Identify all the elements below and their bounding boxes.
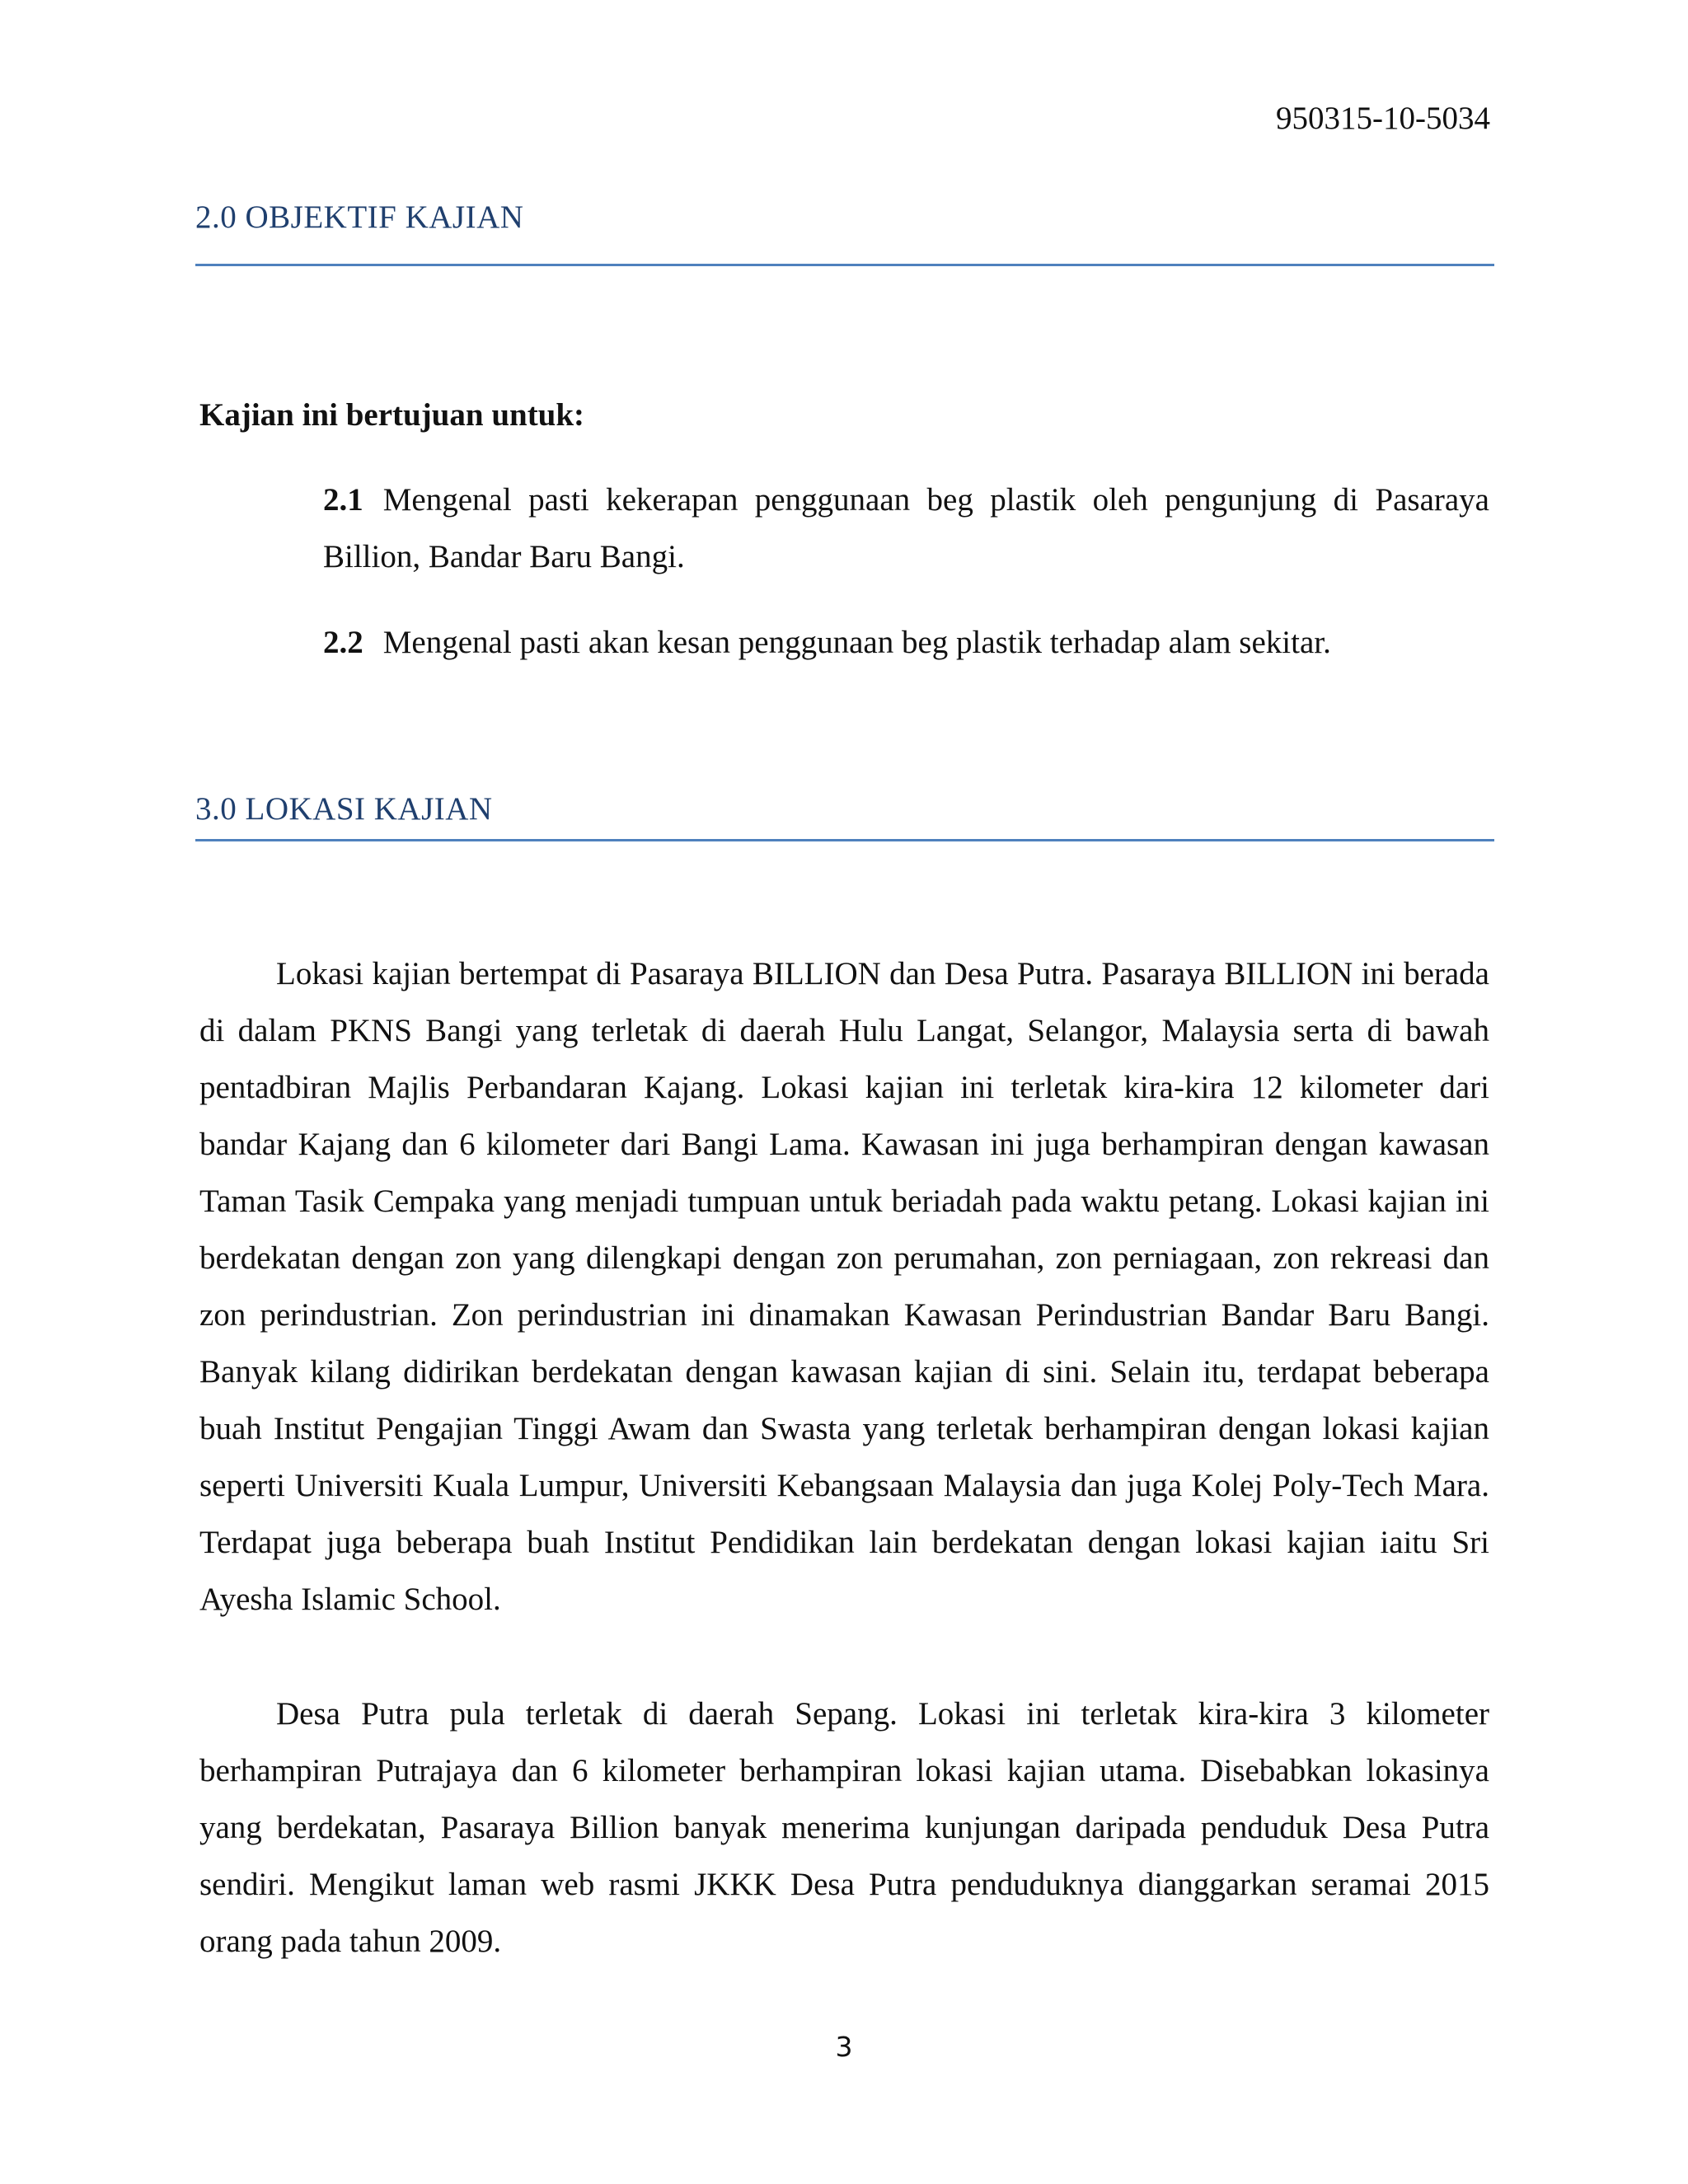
section-heading-lokasi: 3.0 LOKASI KAJIAN	[195, 791, 493, 827]
objective-number: 2.2	[323, 625, 363, 660]
objective-item	[323, 471, 1489, 585]
body-paragraph: Lokasi kajian bertempat di Pasaraya BILLION dan Desa Putra. Pasaraya BILLION ini berada di dalam PKNS Bangi yang terletak di daerah Hulu Langat, Selangor, Malaysia serta di bawah pentadbiran Majlis Perbandaran Kajang. Lokasi kajian ini terletak kira-kira 12 kilometer dari bandar Kajang dan 6 kilometer dari Bangi Lama. Kawasan ini juga berhampiran dengan kawasan Taman Tasik Cempaka yang menjadi tumpuan untuk beriadah pada waktu petang. Lokasi kajian ini berdekatan dengan zon yang dilengkapi dengan zon perumahan, zon perniagaan, zon rekreasi dan zon perindustrian. Zon perindustrian ini dinamakan Kawasan Perindustrian Bandar Baru Bangi. Banyak kilang didirikan berdekatan dengan kawasan kajian di sini. Selain itu, terdapat beberapa buah Institut Pengajian Tinggi Awam dan Swasta yang terletak berhampiran dengan lokasi kajian seperti Universiti Kuala Lumpur, Universiti Kebangsaan Malaysia dan juga Kolej Poly-Tech Mara. Terdapat juga beberapa buah Institut Pendidikan lain berdekatan dengan lokasi kajian iaitu Sri Ayesha Islamic School.	[199, 956, 1489, 1617]
body-paragraph: Desa Putra pula terletak di daerah Sepang. Lokasi ini terletak kira-kira 3 kilometer berhampiran Putrajaya dan 6 kilometer berhampiran lokasi kajian utama. Disebabkan lokasinya yang berdekatan, Pasaraya Billion banyak menerima kunjungan daripada penduduk Desa Putra sendiri. Mengikut laman web rasmi JKKK Desa Putra penduduknya dianggarkan seramai 2015 orang pada tahun 2009.	[199, 1696, 1489, 1959]
section-heading-objektif: 2.0 OBJEKTIF KAJIAN	[195, 199, 524, 235]
objective-text: Mengenal pasti kekerapan penggunaan beg plastik oleh pengunjung di Pasaraya Billion, Bandar Baru Bangi.	[323, 482, 1489, 574]
document-id: 950315-10-5034	[1276, 101, 1490, 136]
objective-text: Mengenal pasti akan kesan penggunaan beg plastik terhadap alam sekitar.	[382, 625, 1331, 660]
objective-item	[323, 614, 1489, 671]
page-number: 3	[835, 2031, 853, 2063]
section-divider	[195, 264, 1494, 266]
objective-number: 2.1	[323, 482, 363, 518]
section-divider	[195, 839, 1494, 841]
objectives-intro: Kajian ini bertujuan untuk:	[199, 397, 585, 433]
